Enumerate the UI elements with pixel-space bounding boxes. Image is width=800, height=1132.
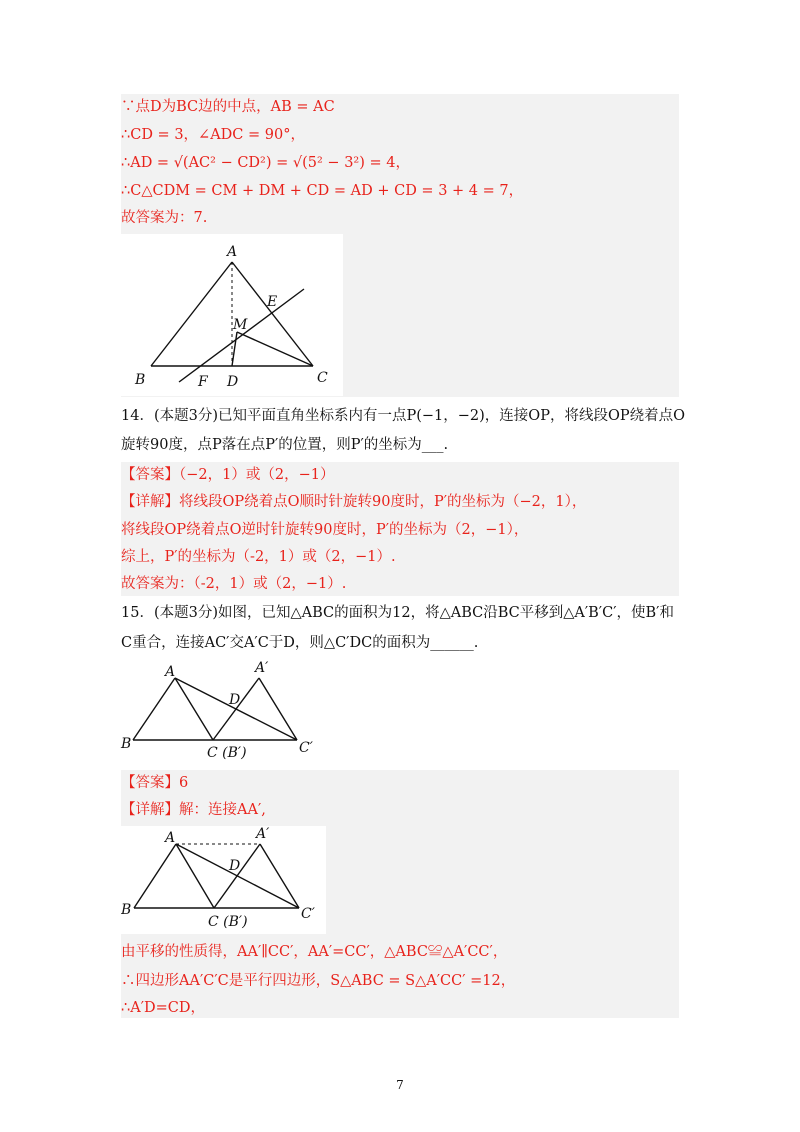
q15-answer: 【答案】6 — [121, 775, 189, 791]
fig1-segment-mc — [237, 332, 313, 366]
fig3-label-b: B — [121, 902, 132, 918]
fig2-label-c-prime: C′ — [299, 740, 313, 756]
fig2-label-d: D — [229, 692, 241, 708]
fig1-label-f: F — [198, 374, 208, 390]
fig3-label-c-b-prime: C (B′) — [208, 914, 248, 930]
fig1-label-e: E — [267, 294, 278, 310]
fig3-label-c-prime: C′ — [301, 906, 315, 922]
fig1-side-ab — [151, 262, 232, 366]
q14-detail1: 【详解】将线段OP绕着点O顺时针旋转90度时，P′的坐标为（−2，1）， — [121, 494, 587, 510]
q13-line4: ∴C△CDM = CM + DM + CD = AD + CD = 3 + 4 = 7， — [121, 183, 524, 199]
translation-figure-2 — [115, 656, 330, 762]
fig1-side-ac — [232, 262, 313, 366]
fig2-label-a-prime: A′ — [255, 660, 269, 676]
fig1-label-d: D — [227, 374, 239, 390]
fig1-label-c: C — [317, 370, 328, 386]
fig3-label-a-prime: A′ — [256, 826, 270, 842]
q14-detail2: 将线段OP绕着点O逆时针旋转90度时，P′的坐标为（2，−1）， — [121, 522, 529, 538]
q15-reason2: ∴四边形AA′C′C是平行四边形，S△ABC = S△A′CC′ =12， — [121, 973, 516, 989]
q14-answer: 【答案】（−2，1）或（2，−1） — [121, 467, 335, 483]
q15-stem-line2: C重合，连接AC′交A′C于D，则△C′DC的面积为______. — [121, 635, 479, 651]
q15-stem-line1: 15．(本题3分)如图，已知△ABC的面积为12，将△ABC沿BC平移到△A′B′C′，使B′和 — [121, 605, 674, 621]
q13-line3: ∴AD = √(AC² − CD²) = √(5² − 3²) = 4， — [121, 155, 410, 171]
fig3-side-ab — [134, 844, 176, 908]
fig2-label-b: B — [121, 736, 132, 752]
page-number: 7 — [396, 1078, 404, 1092]
fig1-segment-dm — [232, 332, 237, 366]
fig2-label-a: A — [165, 664, 176, 680]
q14-stem-line2: 旋转90度，点P落在点P′的位置，则P′的坐标为___. — [121, 437, 449, 453]
fig1-label-b: B — [135, 372, 146, 388]
q14-final: 故答案为：（-2，1）或（2，−1）. — [121, 576, 347, 592]
fig3-label-a: A — [165, 830, 176, 846]
q13-line2: ∴CD = 3，∠ADC = 90°， — [121, 127, 305, 143]
translation-figure-3 — [121, 826, 326, 934]
q15-reason1: 由平移的性质得，AA′∥CC′，AA′=CC′，△ABC≌△A′CC′， — [121, 944, 508, 960]
fig3-label-d: D — [229, 858, 241, 874]
q13-line1: ∵点D为BC边的中点，AB = AC — [121, 99, 335, 115]
q14-detail3: 综上，P′的坐标为（-2，1）或（2，−1）. — [121, 549, 396, 565]
fig2-side-ab — [133, 678, 175, 740]
fig1-line-fe — [179, 289, 304, 382]
q15-reason3: ∴A′D=CD， — [121, 1000, 205, 1016]
fig2-label-c-b-prime: C (B′) — [207, 745, 247, 761]
q13-answer: 故答案为：7. — [121, 210, 208, 226]
q14-stem-line1: 14．(本题3分)已知平面直角坐标系内有一点P(−1，−2)，连接OP，将线段OP绕着点O — [121, 408, 685, 424]
fig1-label-a: A — [227, 244, 238, 260]
q15-detail1: 【详解】解：连接AA′, — [121, 802, 266, 818]
triangle-figure-1 — [121, 234, 343, 396]
fig1-label-m: M — [233, 317, 248, 333]
